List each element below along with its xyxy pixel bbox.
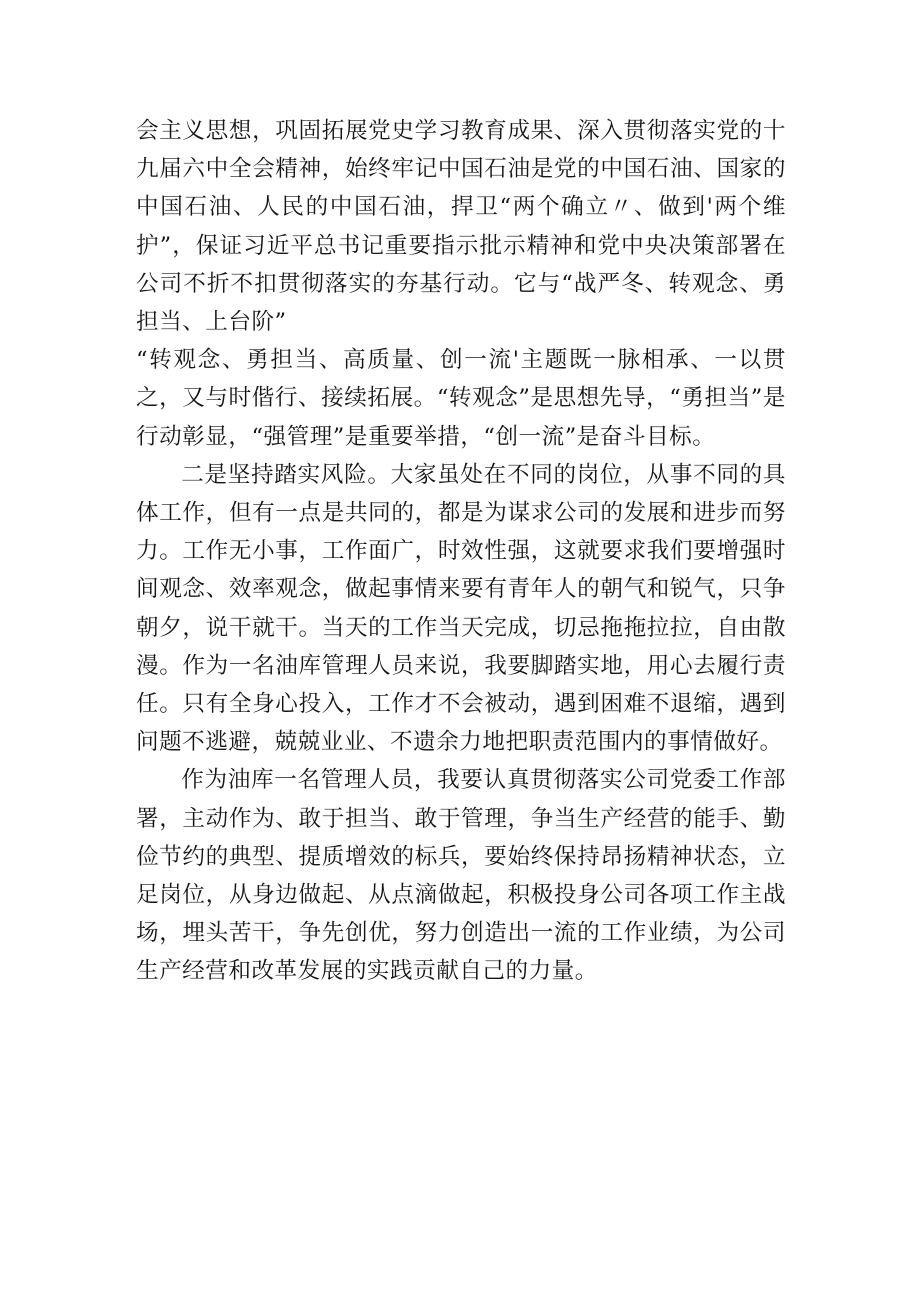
paragraph-continued: 会主义思想，巩固拓展党史学习教育成果、深入贯彻落实党的十九届六中全会精神，始终牢记中国石油是党的中国石油、国家的中国石油、人民的中国石油，捍卫“两个确立〃、做到'两个维护”，保证习近平总书记重要指示批示精神和党中央决策部署在公司不折不扣贯彻落实的夯基行动。它与“战严冬、转观念、勇担当、上台阶” — [136, 118, 786, 336]
paragraph-theme: “转观念、勇担当、高质量、创一流'主题既一脉相承、一以贯之，又与时偕行、接续拓展。“转观念”是思想先导，“勇担当”是行动彰显，“强管理”是重要举措，“创一流”是奋斗目标。 — [136, 347, 786, 450]
paragraph-conclusion: 作为油库一名管理人员，我要认真贯彻落实公司党委工作部署，主动作为、敢于担当、敢于管理，争当生产经营的能手、勤俭节约的典型、提质增效的标兵，要始终保持昂扬精神状态，立足岗位，从身边做起、从点滴做起，积极投身公司各项工作主战场，埋头苦干，争先创优，努力创造出一流的工作业绩，为公司生产经营和改革发展的实践贡献自己的力量。 — [136, 767, 786, 985]
paragraph-point-two: 二是坚持踏实风险。大家虽处在不同的岗位，从事不同的具体工作，但有一点是共同的，都是为谋求公司的发展和进步而努力。工作无小事，工作面广，时效性强，这就要求我们要增强时间观念、效率观念，做起事情来要有青年人的朝气和锐气，只争朝夕，说干就干。当天的工作当天完成，切忌拖拖拉拉，自由散漫。作为一名油库管理人员来说，我要脚踏实地，用心去履行责任。只有全身心投入，工作才不会被动，遇到困难不退缩，遇到问题不逃避，兢兢业业、不遗余力地把职责范围内的事情做好。 — [136, 461, 786, 756]
document-body — [136, 112, 786, 991]
